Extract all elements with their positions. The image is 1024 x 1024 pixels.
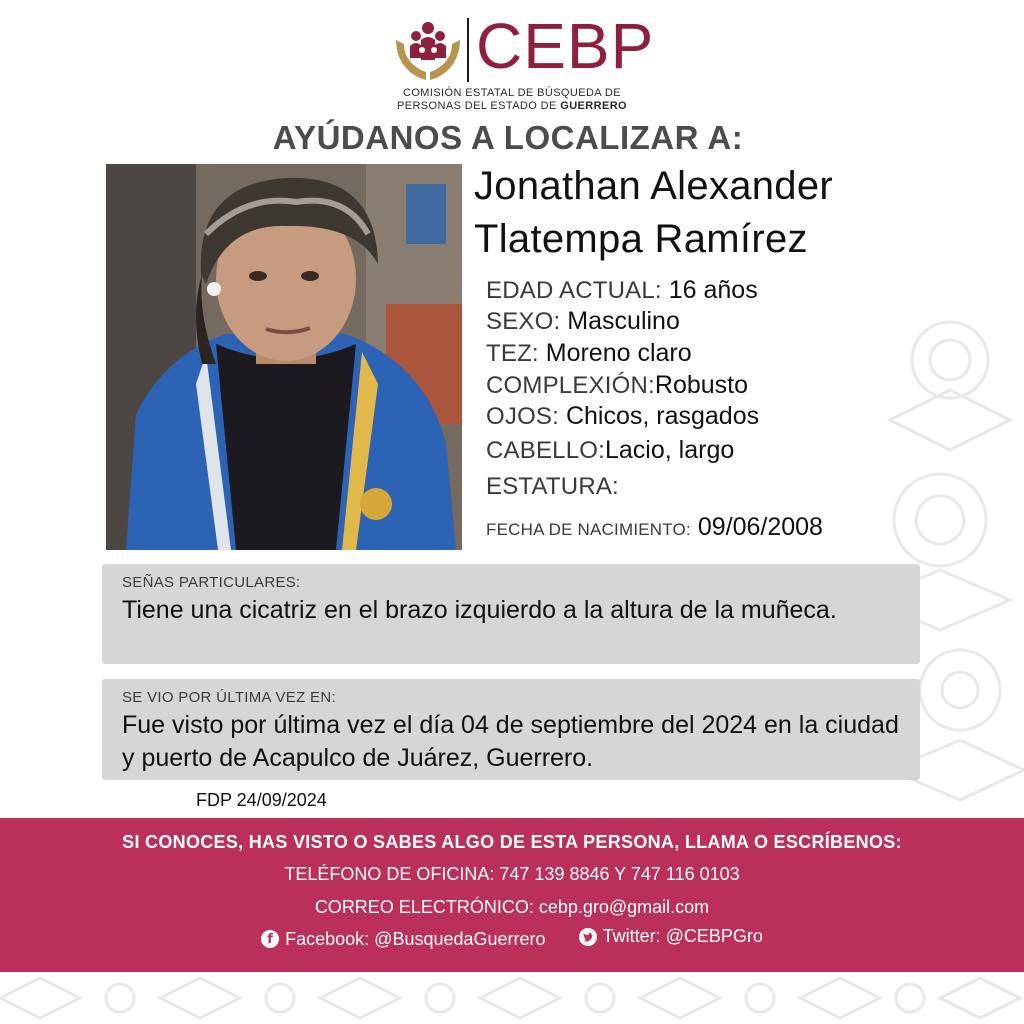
logo-text: CEBP (476, 10, 655, 82)
twitter-bird-icon (579, 928, 597, 946)
person-photo (106, 164, 462, 550)
facebook-link[interactable] (261, 929, 545, 950)
facebook-icon: f (261, 930, 279, 948)
office-phone: TELÉFONO DE OFICINA: 747 139 8846 Y 747 116 0103 (284, 864, 740, 884)
headline: AYÚDANOS A LOCALIZAR A: (272, 119, 744, 156)
twitter-handle: Twitter: @CEBPGro (602, 926, 763, 946)
distinguishing-marks-box (102, 564, 920, 664)
detail-eyes: OJOS: Chicos, rasgados (486, 402, 760, 430)
contact-email[interactable]: CORREO ELECTRÓNICO: cebp.gro@gmail.com (314, 897, 710, 917)
person-name (474, 160, 1014, 266)
distinguishing-marks-text: Tiene una cicatriz en el brazo izquierdo a la altura de la muñeca. (122, 596, 837, 624)
detail-birth-date: FECHA DE NACIMIENTO: 09/06/2008 (486, 513, 823, 541)
publication-date: FDP 24/09/2024 (196, 790, 327, 810)
cebp-logo (392, 8, 655, 88)
detail-sex: SEXO: Masculino (486, 307, 680, 335)
twitter-link[interactable] (579, 926, 763, 947)
person-name-line-1: Jonathan Alexander (474, 164, 834, 208)
logo-divider (467, 18, 469, 82)
distinguishing-marks-label: SEÑAS PARTICULARES: (122, 574, 301, 591)
hands-family-emblem-icon (392, 10, 464, 82)
detail-build: COMPLEXIÓN:Robusto (486, 371, 749, 399)
decorative-pattern-bottom (0, 972, 1024, 1024)
call-to-action: SI CONOCES, HAS VISTO O SABES ALGO DE ESTA PERSONA, LLAMA O ESCRÍBENOS: (122, 832, 902, 852)
last-seen-box (102, 679, 920, 780)
detail-skin-tone: TEZ: Moreno claro (486, 339, 692, 367)
detail-age: EDAD ACTUAL: 16 años (486, 276, 758, 304)
last-seen-text: Fue visto por última vez el día 04 de septiembre del 2024 en la ciudad y puerto de Acapulco de Juárez, Guerrero. (122, 711, 899, 772)
detail-hair: CABELLO:Lacio, largo (486, 436, 735, 464)
last-seen-label: SE VIO POR ÚLTIMA VEZ EN: (122, 689, 336, 706)
org-name-line-1: COMISIÓN ESTATAL DE BÚSQUEDA DE (403, 87, 621, 99)
org-name-line-2: PERSONAS DEL ESTADO DE GUERRERO (396, 100, 627, 112)
detail-height: ESTATURA: (486, 473, 619, 500)
person-name-line-2: Tlatempa Ramírez (474, 217, 808, 261)
social-links (0, 926, 1024, 950)
contact-footer (0, 818, 1024, 972)
facebook-handle: Facebook: @BusquedaGuerrero (285, 928, 546, 949)
